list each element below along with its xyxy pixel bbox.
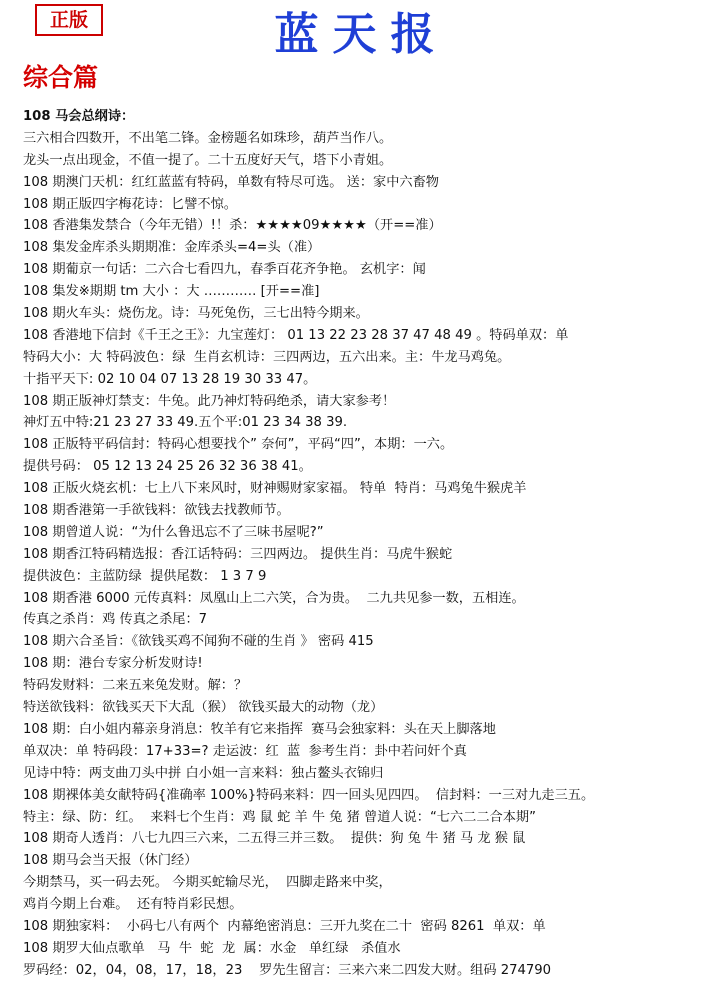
text-line: 108 期：白小姐内幕亲身消息：牧羊有它来指挥 赛马会独家料：头在天上脚落地 [23, 721, 496, 737]
text-line: 鸡肖今期上台难。 还有特肖彩民想。 [23, 897, 243, 913]
text-line: 108 期裸体美女献特码{准确率 100%}特码来料：四一回头见四四。 信封料：一三对九走三五。 [23, 787, 595, 803]
text-line: 108 期正版四字梅花诗：匕譬不惊。 [23, 196, 237, 212]
text-line: 108 期香港 6000 元传真料：凤凰山上二六笑，合为贵。 二九共见参一数，五相连。 [23, 590, 525, 606]
text-line: 108 香港地下信封《千王之王》：九宝莲灯： 01 13 22 23 28 37 47 48 49 。特码单双：单 [23, 327, 569, 343]
text-line: 108 期香港第一手欲钱料：欲钱去找教师节。 [23, 503, 290, 519]
text-line: 108 期：港台专家分析发财诗! [23, 656, 203, 672]
newspaper-title: 蓝天报 [274, 9, 449, 60]
authentic-badge: 正版 [35, 4, 103, 36]
text-line: 十指平天下: 02 10 04 07 13 28 19 30 33 47。 [23, 371, 317, 387]
text-line: 108 期香江特码精选报：香江话特码：三四两边。 提供生肖：马虎牛猴蛇 [23, 546, 453, 562]
text-line: 108 马会总纲诗： [23, 109, 135, 124]
text-line: 108 期澳门天机：红红蓝蓝有特码，单数有特尽可选。 送：家中六畜物 [23, 174, 439, 190]
text-line: 罗码经：02，04，08，17，18，23 罗先生留言：三来六来二四发大财。组码 274790 [23, 962, 552, 978]
text-line: 108 期曾道人说：“为什么鲁迅忘不了三味书屋呢?” [23, 524, 324, 540]
header [0, 0, 723, 62]
text-line: 传真之杀肖：鸡 传真之杀尾：7 [23, 612, 208, 628]
section-title: 综合篇 [23, 63, 99, 92]
text-line: 提供波色：主蓝防绿 提供尾数： 1 3 7 9 [23, 568, 267, 584]
article-body [23, 106, 719, 982]
text-line: 108 期火车头：烧伤龙。诗：马死兔伤，三七出特今期来。 [23, 306, 369, 322]
text-line: 108 期奇人透肖：八七九四三六来，二五得三并三数。 提供：狗 兔 牛 猪 马 龙 猴 鼠 [23, 831, 526, 847]
text-line: 龙头一点出现金，不值一提了。二十五度好天气，塔下小青姐。 [23, 152, 393, 168]
text-line: 提供号码： 05 12 13 24 25 26 32 36 38 41。 [23, 459, 312, 475]
text-line: 108 期独家料： 小码七八有两个 内幕绝密消息：三开九奖在二十 密码 8261 单双：单 [23, 918, 546, 934]
text-line: 108 集发金库杀头期期准：金库杀头=4=头（准） [23, 240, 321, 256]
text-line: 108 集发※期期 tm 大小 ：大 ………… [开==准] [23, 284, 320, 300]
text-line: 今期禁马，买一码去死。 今期买蛇输尽光， 四脚走路来中奖， [23, 875, 392, 891]
text-line: 108 期正版神灯禁支：牛兔。此乃神灯特码绝杀，请大家参考！ [23, 393, 396, 409]
text-line: 108 期六合圣旨：《欲钱买鸡不闻狗不碰的生肖 》 密码 415 [23, 634, 374, 650]
text-line: 特码发财料：二来五来兔发财。解：？ [23, 678, 248, 694]
text-line: 108 香港集发禁合（今年无错）!！杀：★★★★09★★★★（开==准） [23, 218, 442, 234]
text-line: 单双决：单 特码段：17+33=? 走运波：红 蓝 参考生肖：卦中若问奸个真 [23, 743, 467, 759]
text-line: 特送欲钱料：欲钱买天下大乱（猴） 欲钱买最大的动物（龙） [23, 700, 384, 716]
text-line: 见诗中特：两支曲刀头中拼 白小姐一言来料：独占鳌头衣锦归 [23, 765, 384, 781]
text-line: 108 期罗大仙点歌单 马 牛 蛇 龙 属：水金 单红绿 杀值水 [23, 940, 401, 956]
text-line: 108 正版火烧玄机：七上八下来风时，财神赐财家家福。 特单 特肖：马鸡兔牛猴虎羊 [23, 481, 527, 497]
text-line: 特主：绿、防：红。 来料七个生肖：鸡 鼠 蛇 羊 牛 兔 猪 曾道人说：“七六二二合本期” [23, 809, 536, 825]
text-line: 108 期马会当天报（休门经） [23, 853, 198, 869]
text-line: 神灯五中特:21 23 27 33 49.五个平:01 23 34 38 39. [23, 415, 348, 431]
text-line: 特码大小：大 特码波色：绿 生肖玄机诗：三四两边，五六出来。主：牛龙马鸡兔。 [23, 349, 511, 365]
text-line: 三六相合四数开，不出笔二锋。金榜题名如珠珍，葫芦当作八。 [23, 130, 393, 146]
text-line: 108 期葡京一句话：二六合七看四九，春季百花齐争艳。 玄机字：闻 [23, 262, 426, 278]
text-line: 108 正版特平码信封：特码心想要找个” 奈何”，平码“四”，本期：一六。 [23, 437, 454, 453]
